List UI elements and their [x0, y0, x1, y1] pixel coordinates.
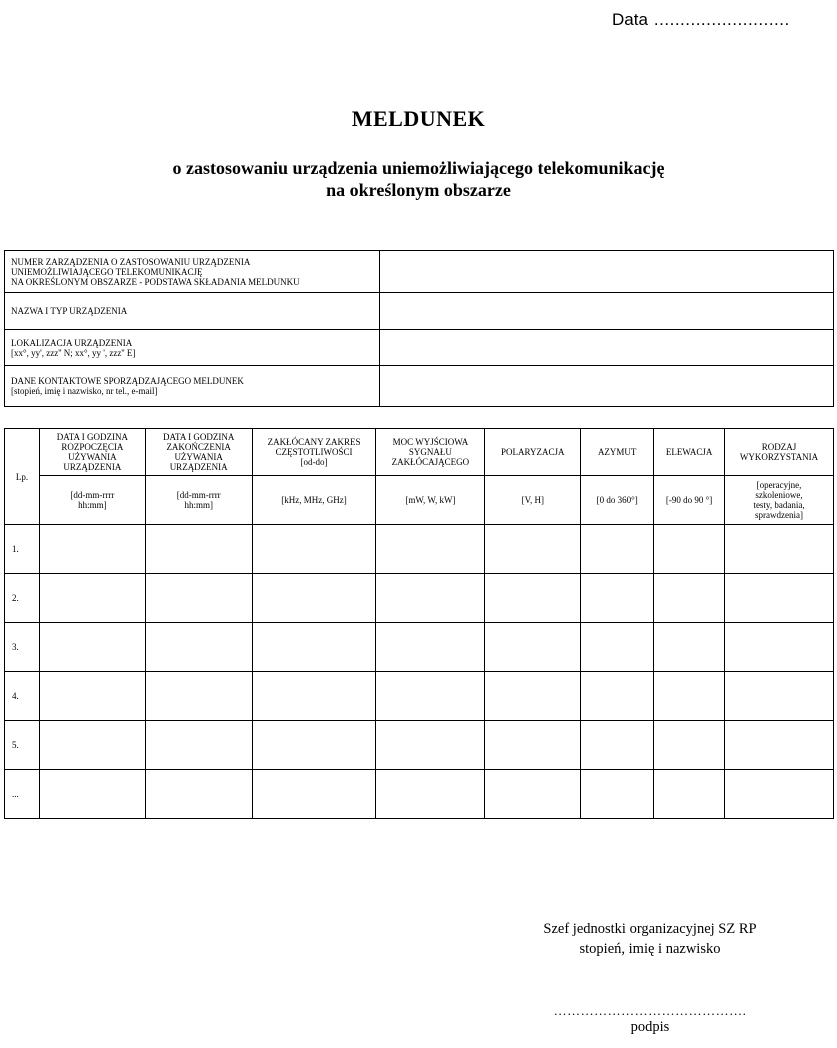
table-cell[interactable] [145, 770, 252, 819]
table-row [5, 574, 834, 623]
table-cell[interactable] [145, 525, 252, 574]
table-cell[interactable] [485, 721, 581, 770]
table-cell[interactable] [376, 574, 485, 623]
table-cell[interactable] [581, 770, 654, 819]
unit-usage-type: [operacyjne, szkoleniowe, testy, badania, sprawdzenia] [725, 476, 834, 525]
unit-output-power: [mW, W, kW] [376, 476, 485, 525]
table-cell[interactable] [145, 672, 252, 721]
table-cell[interactable] [725, 574, 834, 623]
table-cell[interactable] [654, 525, 725, 574]
table-row [5, 525, 834, 574]
table-cell[interactable] [376, 770, 485, 819]
table-cell[interactable] [581, 574, 654, 623]
row-number: 1. [5, 525, 40, 574]
info-value-location[interactable] [379, 330, 833, 366]
row-number: 4. [5, 672, 40, 721]
column-header-output-power: MOC WYJŚCIOWA SYGNAŁU ZAKŁÓCAJĄCEGO [376, 429, 485, 476]
table-row [5, 672, 834, 721]
column-header-start-date: DATA I GODZINA ROZPOCZĘCIA UŻYWANIA URZĄDZENIA [39, 429, 145, 476]
column-header-polarization: POLARYZACJA [485, 429, 581, 476]
date-label: Data [612, 10, 648, 29]
table-cell[interactable] [654, 623, 725, 672]
table-cell[interactable] [39, 672, 145, 721]
info-value-device-name[interactable] [379, 293, 833, 330]
column-header-frequency-range: ZAKŁÓCANY ZAKRES CZĘSTOTLIWOŚCI [od-do] [252, 429, 376, 476]
table-cell[interactable] [252, 525, 376, 574]
unit-start-date: [dd-mm-rrrr hh:mm] [39, 476, 145, 525]
unit-polarization: [V, H] [485, 476, 581, 525]
table-cell[interactable] [376, 672, 485, 721]
row-number: 5. [5, 721, 40, 770]
table-row [5, 770, 834, 819]
unit-azimuth: [0 do 360°] [581, 476, 654, 525]
table-cell[interactable] [485, 770, 581, 819]
usage-units-row [5, 476, 834, 525]
table-cell[interactable] [39, 770, 145, 819]
signature-label: podpis [630, 1019, 670, 1035]
table-cell[interactable] [485, 525, 581, 574]
unit-elevation: [-90 do 90 °] [654, 476, 725, 525]
signature-dots: ……………………………………. [553, 1003, 747, 1018]
table-cell[interactable] [39, 623, 145, 672]
table-cell[interactable] [252, 672, 376, 721]
table-cell[interactable] [581, 672, 654, 721]
table-cell[interactable] [39, 574, 145, 623]
table-row [5, 623, 834, 672]
table-cell[interactable] [725, 623, 834, 672]
table-cell[interactable] [252, 770, 376, 819]
document-subtitle [0, 157, 837, 201]
date-field [612, 10, 790, 30]
table-cell[interactable] [145, 721, 252, 770]
subtitle-line-2: na określonym obszarze [326, 180, 511, 200]
info-row-order-number [5, 251, 834, 293]
info-label-order-number: NUMER ZARZĄDZENIA O ZASTOSOWANIU URZĄDZENIA UNIEMOŻLIWIAJĄCEGO TELEKOMUNIKACJĘ NA OKREŚLONYM OBSZARZE - PODSTAWA SKŁADANIA MELDUNKU [5, 251, 380, 293]
table-cell[interactable] [725, 672, 834, 721]
table-cell[interactable] [654, 721, 725, 770]
table-cell[interactable] [581, 525, 654, 574]
column-header-end-date: DATA I GODZINA ZAKOŃCZENIA UŻYWANIA URZĄDZENIA [145, 429, 252, 476]
table-cell[interactable] [725, 525, 834, 574]
column-header-usage-type: RODZAJ WYKORZYSTANIA [725, 429, 834, 476]
table-cell[interactable] [725, 770, 834, 819]
table-cell[interactable] [252, 574, 376, 623]
document-title: MELDUNEK [351, 106, 486, 131]
info-value-order-number[interactable] [379, 251, 833, 293]
table-cell[interactable] [581, 721, 654, 770]
column-header-elevation: ELEWACJA [654, 429, 725, 476]
lp-header: Lp. [5, 429, 40, 525]
signature-title-line-1: Szef jednostki organizacyjnej SZ RP [543, 921, 757, 937]
table-row [5, 721, 834, 770]
row-number: 3. [5, 623, 40, 672]
signature-title-line-2: stopień, imię i nazwisko [579, 941, 721, 957]
usage-header-row [5, 429, 834, 476]
signature-block [500, 919, 800, 959]
table-cell[interactable] [39, 721, 145, 770]
info-row-device-name [5, 293, 834, 330]
table-cell[interactable] [725, 721, 834, 770]
table-cell[interactable] [252, 721, 376, 770]
row-number: ... [5, 770, 40, 819]
info-row-contact [5, 366, 834, 407]
unit-frequency-range: [kHz, MHz, GHz] [252, 476, 376, 525]
info-label-contact: DANE KONTAKTOWE SPORZĄDZAJĄCEGO MELDUNEK [stopień, imię i nazwisko, nr tel., e-mail] [5, 366, 380, 407]
usage-table [4, 428, 834, 819]
date-dots: .......................... [653, 10, 790, 29]
table-cell[interactable] [654, 672, 725, 721]
table-cell[interactable] [376, 721, 485, 770]
info-label-device-name: NAZWA I TYP URZĄDZENIA [5, 293, 380, 330]
info-table [4, 250, 834, 407]
table-cell[interactable] [145, 574, 252, 623]
unit-end-date: [dd-mm-rrrr hh:mm] [145, 476, 252, 525]
row-number: 2. [5, 574, 40, 623]
info-value-contact[interactable] [379, 366, 833, 407]
table-cell[interactable] [145, 623, 252, 672]
table-cell[interactable] [376, 623, 485, 672]
table-cell[interactable] [581, 623, 654, 672]
table-cell[interactable] [376, 525, 485, 574]
info-row-location [5, 330, 834, 366]
table-cell[interactable] [252, 623, 376, 672]
column-header-azimuth: AZYMUT [581, 429, 654, 476]
table-cell[interactable] [485, 574, 581, 623]
subtitle-line-1: o zastosowaniu urządzenia uniemożliwiającego telekomunikację [172, 158, 665, 178]
table-cell[interactable] [485, 623, 581, 672]
info-label-location: LOKALIZACJA URZĄDZENIA [xx°, yy', zzz'' N; xx°, yy ', zzz'' E] [5, 330, 380, 366]
table-cell[interactable] [654, 574, 725, 623]
table-cell[interactable] [485, 672, 581, 721]
table-cell[interactable] [654, 770, 725, 819]
table-cell[interactable] [39, 525, 145, 574]
